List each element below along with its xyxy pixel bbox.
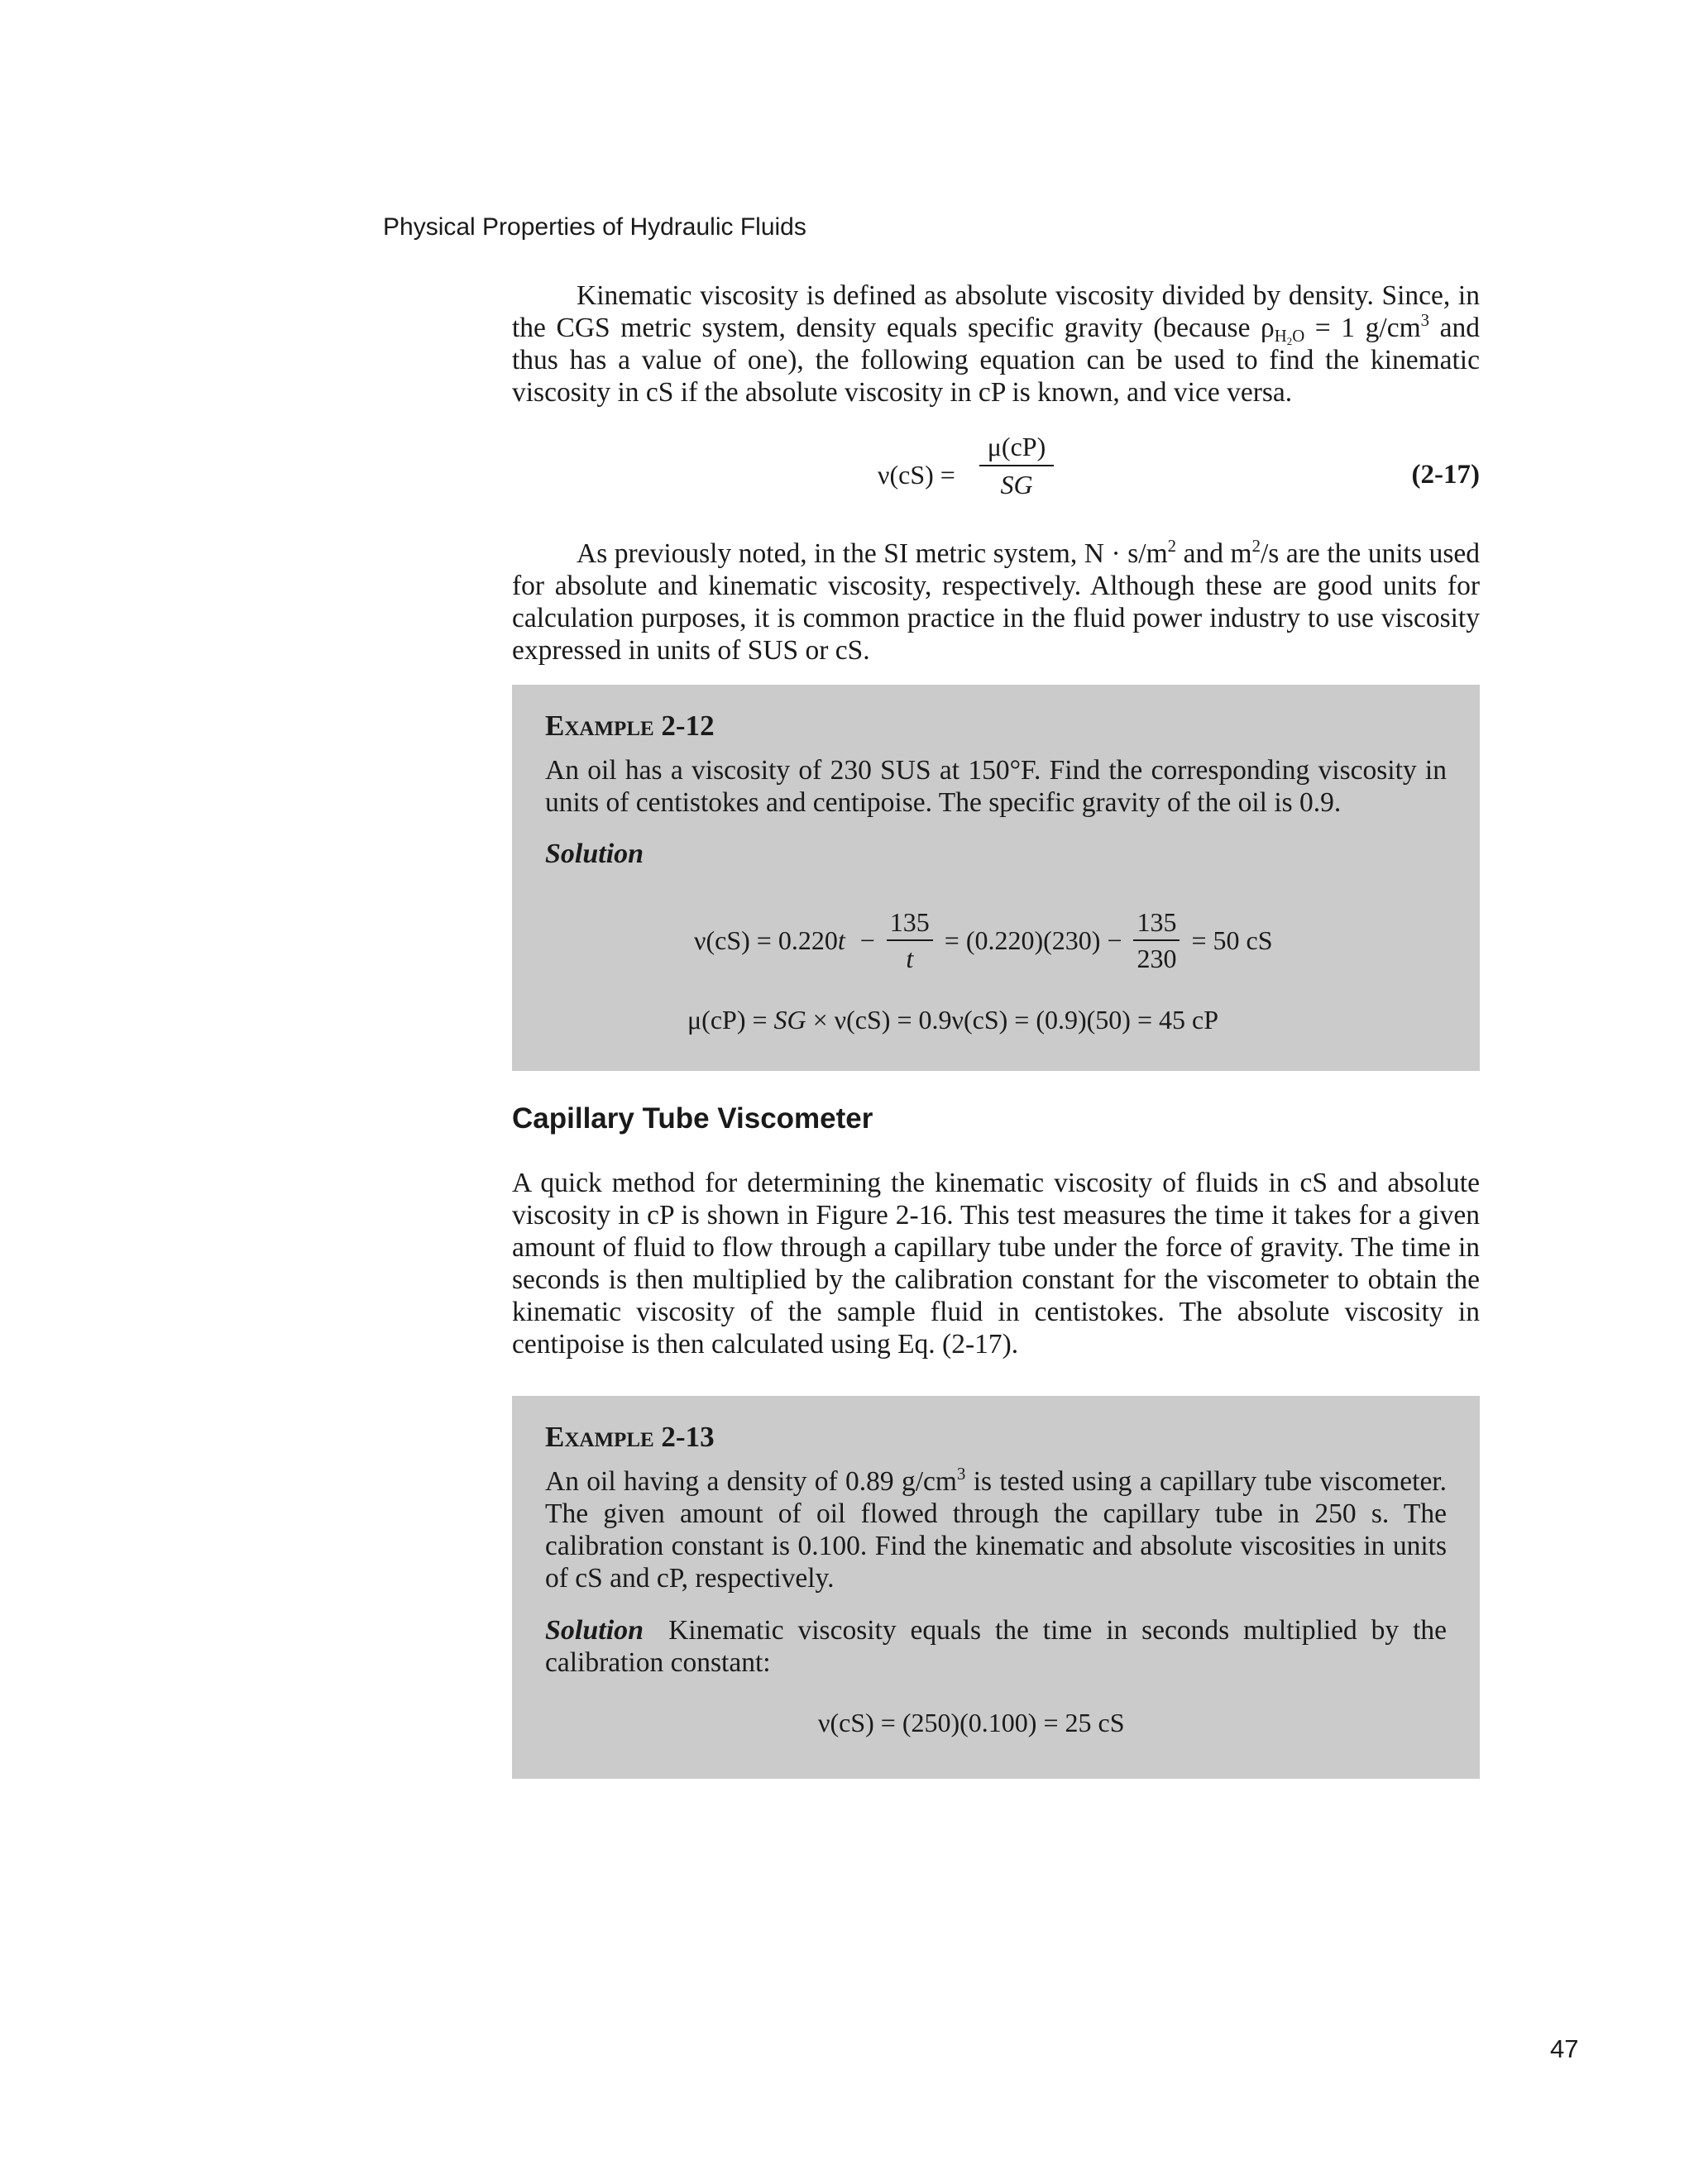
running-head: Physical Properties of Hydraulic Fluids — [383, 213, 806, 241]
equation-fraction — [979, 430, 1054, 501]
paragraph-capillary — [512, 1167, 1480, 1360]
p1-text-b: = 1 g/cm — [1304, 313, 1421, 343]
p1-sub-h: H2O — [1274, 327, 1305, 348]
example-2-13-box — [512, 1396, 1480, 1779]
fraction-135-over-t: $\frac{135}{t}$ — [887, 906, 933, 974]
equation-number: (2-17) — [1411, 460, 1480, 490]
solution-label: Solution — [545, 1615, 644, 1646]
example-2-12-equation-1: ν(cS) = 0.220t − $\frac{135}{t}$ = (0.220)(230) − $\frac{135}{230}$ = 50 cS — [694, 907, 1273, 973]
p1-text-a: Kinematic viscosity is defined as absolute viscosity divided by density. Since, in the CGS metric system, density equals specific gravity (because ρ — [512, 280, 1480, 343]
p2-text-c: /s are the units used for absolute and kinematic viscosity, respectively. Although these are good units for calculation purposes, it is common practice in the fluid power industry to use viscosity expressed in units of SUS or cS. — [512, 538, 1480, 666]
p2-text-b: and m — [1176, 538, 1252, 569]
p2-sup-1: 2 — [1167, 537, 1177, 557]
p1-text-c: and thus has a value of one), the following equation can be used to find the kinematic viscosity in cS if the absolute viscosity in cP is known, and vice versa. — [512, 313, 1480, 408]
example-problem: An oil has a viscosity of 230 SUS at 150°F. Find the corresponding viscosity in units of centistokes and centipoise. The specific gravity of the oil is 0.9. — [545, 755, 1447, 818]
example-problem: An oil having a density of 0.89 $g/cm^3$ is tested using a capillary tube viscometer. The given amount of oil flowed through the capillary tube in 250 s. The calibration constant is 0.100. Find the kinematic and absolute viscosities in units of cS and cP, respectively. — [545, 1465, 1447, 1594]
paragraph-kinematic-viscosity — [512, 280, 1480, 409]
example-heading: Example 2-13 — [545, 1421, 715, 1453]
example-2-13-equation: ν(cS) = (250)(0.100) = 25 cS — [818, 1708, 1125, 1737]
equation-lhs: ν(cS) = — [878, 460, 955, 490]
example-heading: Example 2-12 — [545, 710, 715, 742]
example-2-12-equation-2: μ(cP) = SG × ν(cS) = 0.9ν(cS) = (0.9)(50) = 45 cP — [687, 1005, 1218, 1035]
equation-numerator: μ(cP) — [987, 432, 1046, 461]
p2-sup-2: 2 — [1251, 537, 1261, 557]
p3-text: A quick method for determining the kinematic viscosity of fluids in cS and absolute viscosity in cP is shown in Figure 2-16. This test measures the time it takes for a given amount of fluid to flow through a capillary tube under the force of gravity. The time in seconds is then multiplied by the calibration constant for the viscometer to obtain the kinematic viscosity of the sample fluid in centistokes. The absolute viscosity in centipoise is then calculated using Eq. (2-17). — [512, 1168, 1480, 1360]
solution-label: Solution — [545, 839, 644, 869]
equation-2-17 — [512, 430, 1480, 513]
p2-text-a: As previously noted, in the SI metric system, N · s/m — [577, 538, 1168, 569]
example-2-12-box — [512, 685, 1480, 1071]
paragraph-si-units — [512, 538, 1480, 667]
section-heading: Capillary Tube Viscometer — [512, 1102, 873, 1135]
fraction-bar — [979, 465, 1054, 466]
solution-paragraph: Solution Kinematic viscosity equals the time in seconds multiplied by the calibration constant: — [545, 1615, 1447, 1678]
page-number: 47 — [1550, 2034, 1579, 2063]
p1-sup: 3 — [1420, 311, 1430, 331]
equation-denominator: SG — [1000, 470, 1033, 499]
fraction-135-over-230: $\frac{135}{230}$ — [1133, 906, 1180, 974]
